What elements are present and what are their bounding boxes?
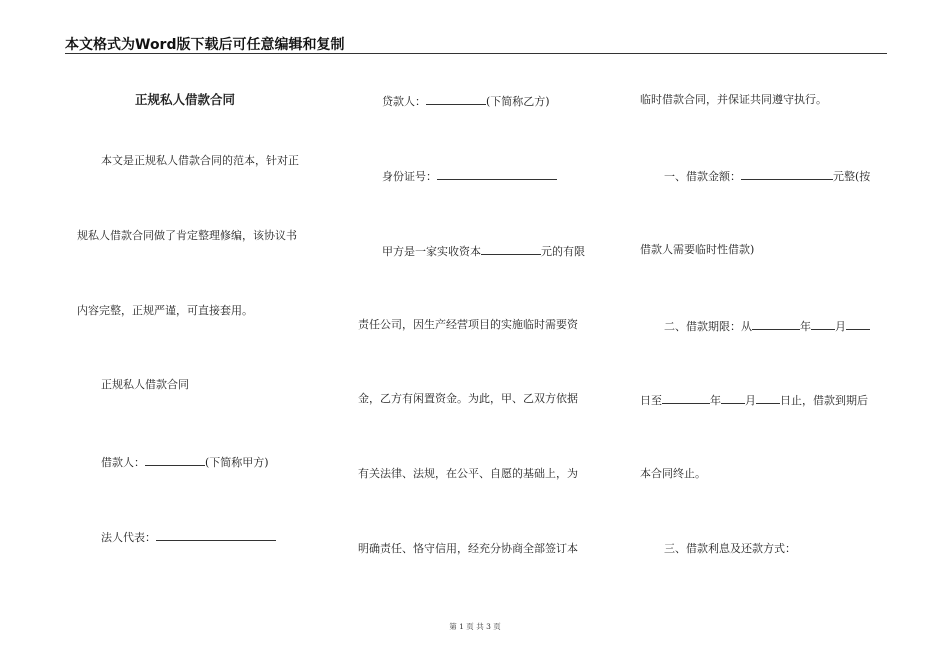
header-rule bbox=[65, 53, 887, 54]
capital-label: 甲方是一家实收资本 bbox=[382, 245, 481, 258]
lender-label: 贷款人： bbox=[382, 95, 426, 108]
term-month2-blank bbox=[721, 392, 745, 404]
legal-rep-blank bbox=[156, 529, 276, 541]
paragraph-line-1 bbox=[382, 243, 585, 259]
term-day2-blank bbox=[756, 392, 780, 404]
borrower-label: 借款人： bbox=[101, 456, 145, 469]
term-month-blank bbox=[811, 318, 835, 330]
id-line bbox=[382, 168, 557, 184]
intro-line-3: 内容完整，正规严谨，可直接套用。 bbox=[77, 304, 253, 317]
term-month-unit: 月 bbox=[835, 320, 846, 333]
paragraph-line-4: 有关法律、法规，在公平、自愿的基础上，为 bbox=[358, 467, 578, 480]
page-footer: 第 1 页 共 3 页 bbox=[449, 622, 501, 631]
amount-line-2: 借款人需要临时性借款) bbox=[640, 243, 755, 256]
contract-heading: 正规私人借款合同 bbox=[101, 378, 189, 391]
borrower-blank bbox=[145, 454, 205, 466]
term-year2-unit: 年 bbox=[710, 394, 721, 407]
term-line bbox=[664, 318, 870, 334]
amount-blank bbox=[741, 168, 833, 180]
legal-rep-line bbox=[101, 529, 276, 545]
term-year2-blank bbox=[662, 392, 710, 404]
id-blank bbox=[437, 168, 557, 180]
term-day-blank bbox=[846, 318, 870, 330]
borrower-suffix: (下简称甲方) bbox=[205, 456, 269, 469]
lender-line bbox=[382, 93, 550, 109]
amount-suffix: 元整(按 bbox=[833, 170, 871, 183]
legal-rep-label: 法人代表： bbox=[101, 531, 156, 544]
lender-suffix: (下简称乙方) bbox=[486, 95, 550, 108]
term-end: 日止，借款到期后 bbox=[780, 394, 868, 407]
term-line-2 bbox=[640, 392, 868, 408]
intro-line-2: 规私人借款合同做了肯定整理修编，该协议书 bbox=[77, 229, 297, 242]
amount-label: 一、借款金额： bbox=[664, 170, 741, 183]
term-month2-unit: 月 bbox=[745, 394, 756, 407]
term-line-3: 本合同终止。 bbox=[640, 467, 706, 480]
lender-blank bbox=[426, 93, 486, 105]
document-title: 正规私人借款合同 bbox=[135, 92, 236, 107]
document-header: 本文格式为Word版下载后可任意编辑和复制 bbox=[65, 37, 345, 53]
paragraph-line-3: 金，乙方有闲置资金。为此，甲、乙双方依据 bbox=[358, 392, 578, 405]
interest-heading: 三、借款利息及还款方式： bbox=[664, 542, 796, 555]
id-label: 身份证号： bbox=[382, 170, 437, 183]
term-year-blank bbox=[752, 318, 800, 330]
paragraph-line-5: 明确责任、恪守信用，经充分协商全部签订本 bbox=[358, 542, 578, 555]
paragraph-line-2: 责任公司，因生产经营项目的实施临时需要资 bbox=[358, 318, 578, 331]
term-label: 二、借款期限：从 bbox=[664, 320, 752, 333]
term-day-to: 日至 bbox=[640, 394, 662, 407]
borrower-line bbox=[101, 454, 269, 470]
col3-line-1: 临时借款合同，并保证共同遵守执行。 bbox=[640, 93, 827, 106]
capital-blank bbox=[481, 243, 541, 255]
intro-line-1: 本文是正规私人借款合同的范本，针对正 bbox=[101, 154, 299, 167]
amount-line bbox=[664, 168, 870, 184]
capital-suffix: 元的有限 bbox=[541, 245, 585, 258]
term-year-unit: 年 bbox=[800, 320, 811, 333]
